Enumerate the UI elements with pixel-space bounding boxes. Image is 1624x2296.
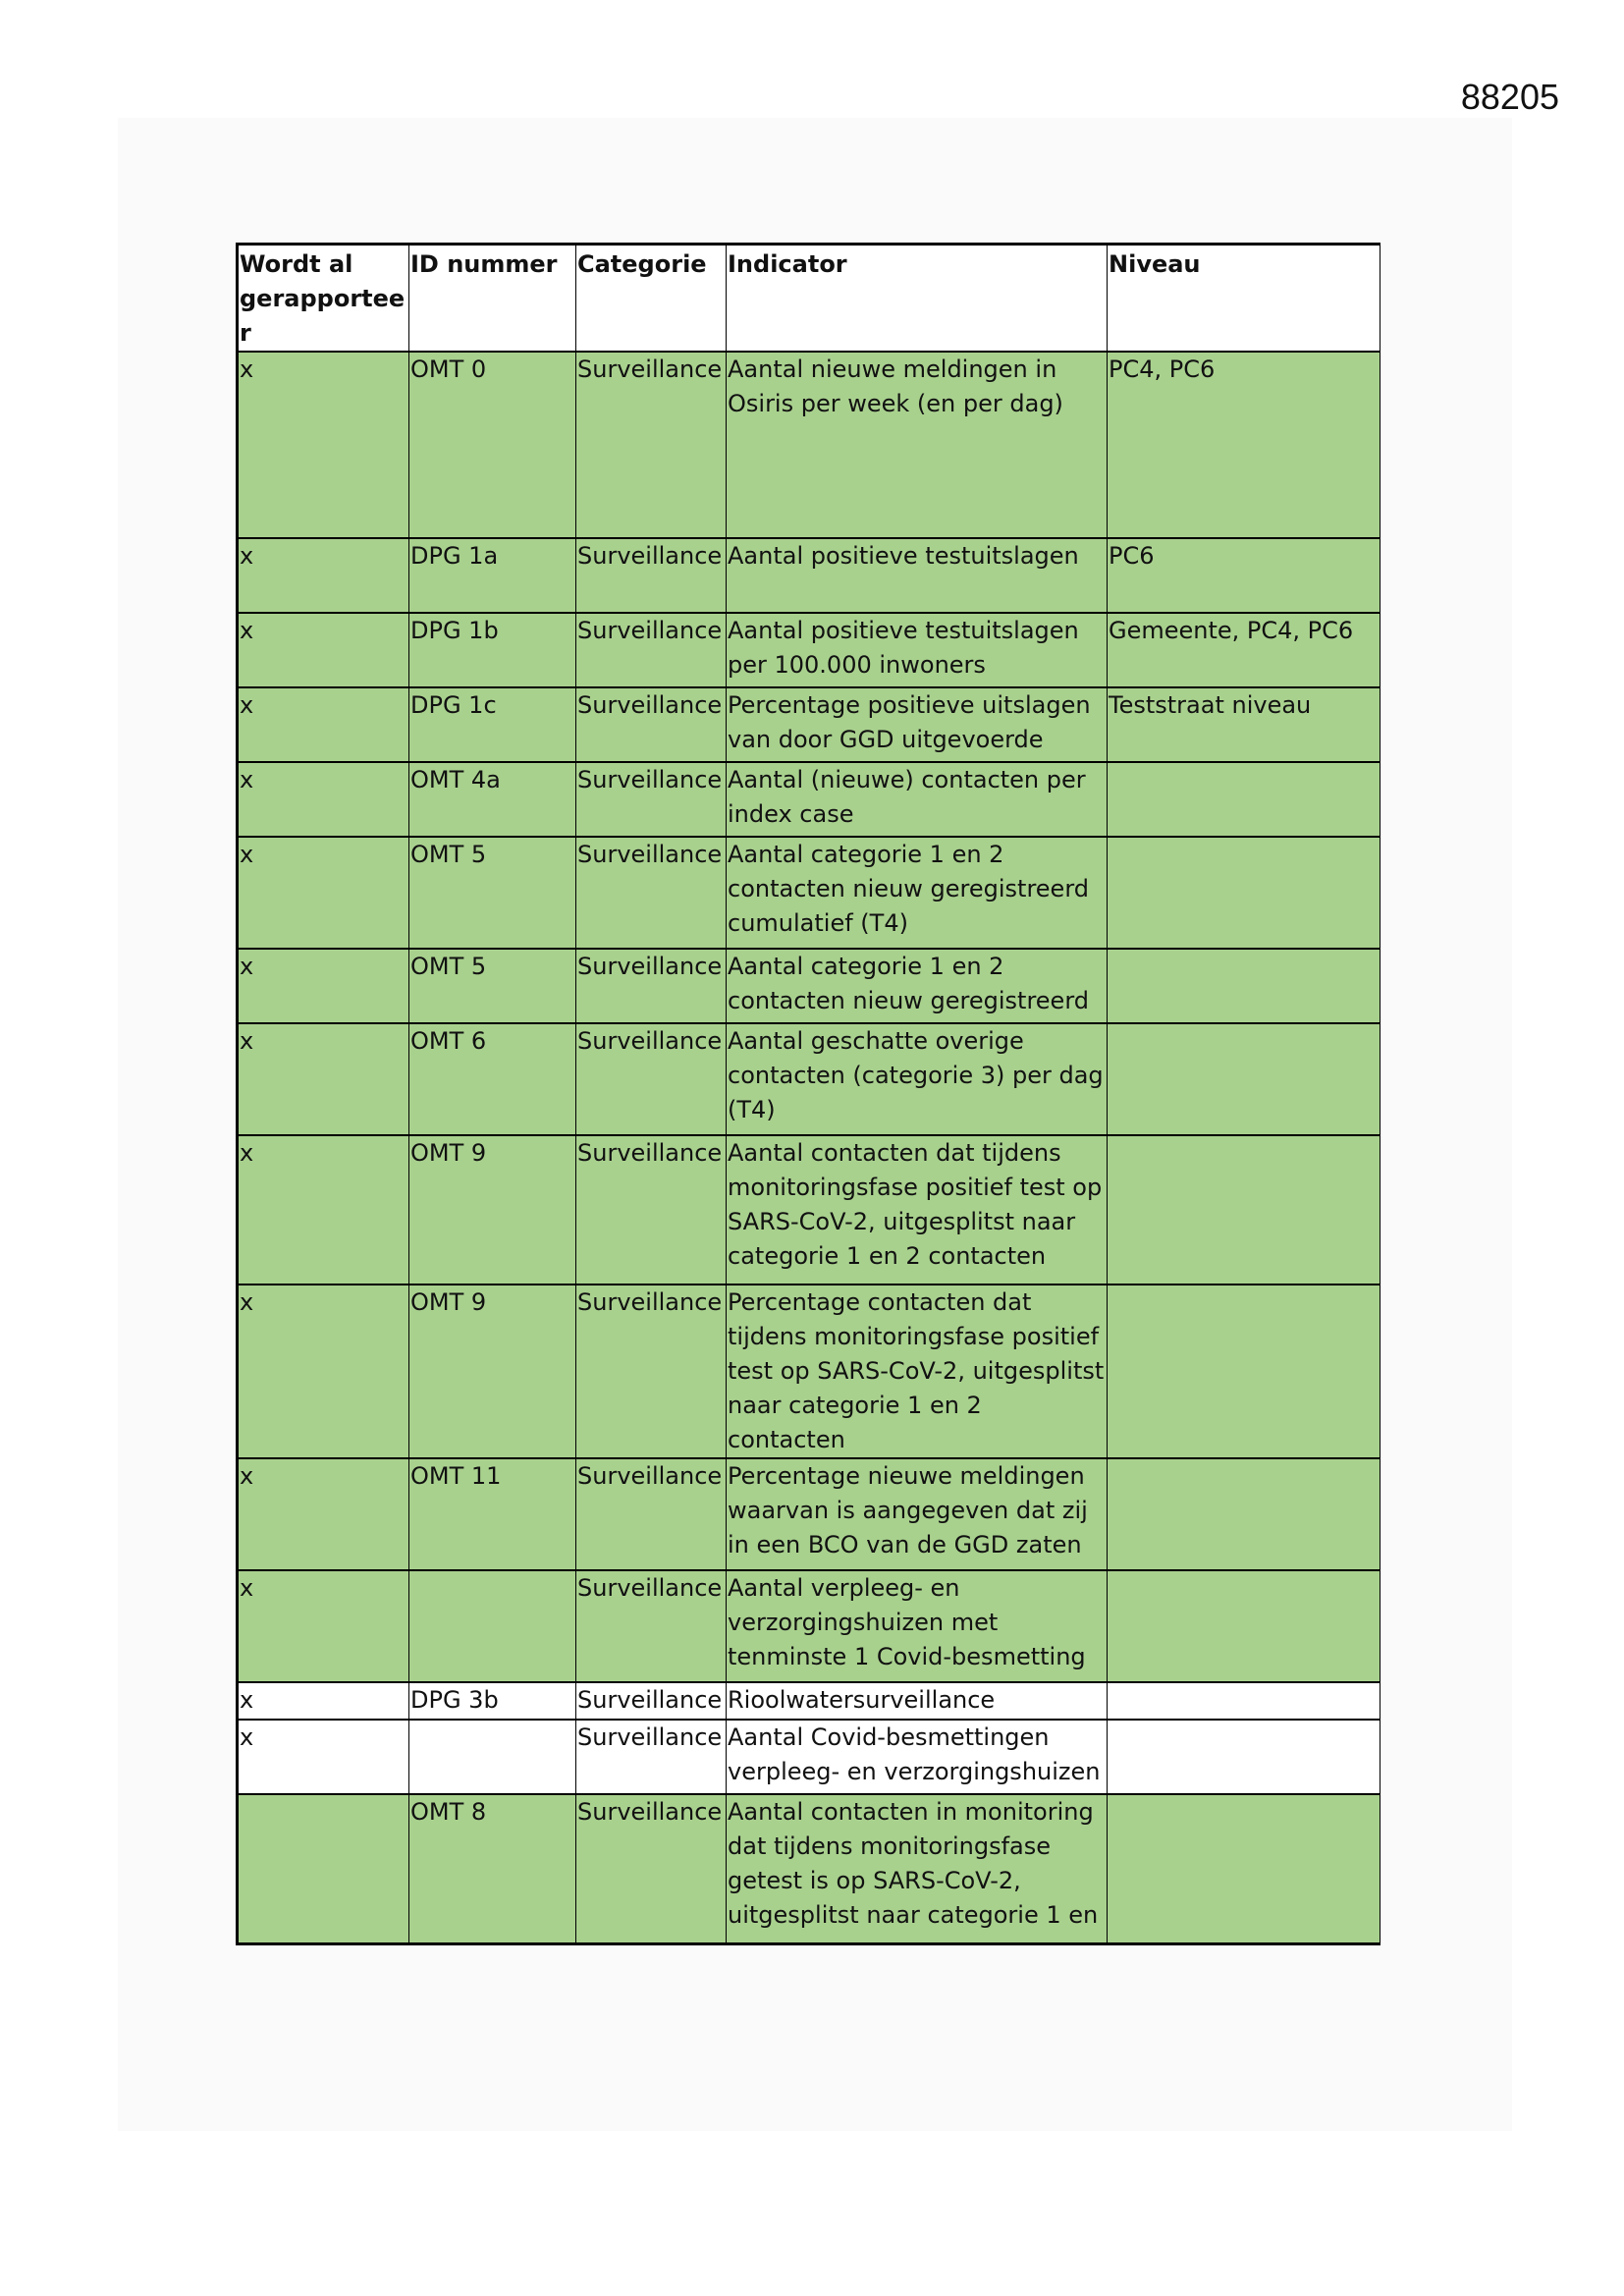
reported-cell: x <box>238 613 409 687</box>
level-cell <box>1108 1285 1380 1458</box>
category-cell: Surveillance <box>576 949 727 1023</box>
table-row <box>238 538 1380 613</box>
id-cell <box>409 1570 576 1682</box>
reported-cell: x <box>238 949 409 1023</box>
indicator-cell: Percentage contacten dat tijdens monitoringsfase positief test op SARS-CoV-2, uitgesplitst naar categorie 1 en 2 contacten <box>727 1285 1108 1458</box>
indicator-cell: Aantal geschatte overige contacten (categorie 3) per dag (T4) <box>727 1023 1108 1135</box>
reported-cell: x <box>238 687 409 762</box>
reported-cell: x <box>238 1458 409 1570</box>
table-row <box>238 1135 1380 1285</box>
table-row <box>238 1720 1380 1794</box>
category-cell: Surveillance <box>576 352 727 538</box>
reported-cell: x <box>238 1720 409 1794</box>
table-row <box>238 762 1380 837</box>
level-cell: Teststraat niveau <box>1108 687 1380 762</box>
level-cell <box>1108 1458 1380 1570</box>
category-cell: Surveillance <box>576 1023 727 1135</box>
indicator-cell: Aantal categorie 1 en 2 contacten nieuw geregistreerd cumulatief (T4) <box>727 837 1108 949</box>
level-cell: PC4, PC6 <box>1108 352 1380 538</box>
category-cell: Surveillance <box>576 1285 727 1458</box>
indicator-cell: Aantal positieve testuitslagen per 100.000 inwoners <box>727 613 1108 687</box>
reported-cell: x <box>238 1682 409 1720</box>
id-cell: OMT 5 <box>409 837 576 949</box>
id-cell: OMT 8 <box>409 1794 576 1944</box>
id-cell: DPG 3b <box>409 1682 576 1720</box>
id-cell: DPG 1c <box>409 687 576 762</box>
table-row <box>238 949 1380 1023</box>
category-cell: Surveillance <box>576 837 727 949</box>
table-row <box>238 352 1380 538</box>
category-cell: Surveillance <box>576 1682 727 1720</box>
indicator-cell: Aantal contacten dat tijdens monitoringsfase positief test op SARS-CoV-2, uitgesplitst naar categorie 1 en 2 contacten <box>727 1135 1108 1285</box>
level-cell <box>1108 1682 1380 1720</box>
indicator-cell: Aantal positieve testuitslagen <box>727 538 1108 613</box>
page-number: 88205 <box>1460 77 1559 117</box>
id-cell: OMT 11 <box>409 1458 576 1570</box>
category-cell: Surveillance <box>576 538 727 613</box>
category-cell: Surveillance <box>576 1720 727 1794</box>
table-row <box>238 1458 1380 1570</box>
id-cell: OMT 4a <box>409 762 576 837</box>
header-categorie: Categorie <box>576 245 727 353</box>
category-cell: Surveillance <box>576 1458 727 1570</box>
reported-cell: x <box>238 1135 409 1285</box>
level-cell <box>1108 949 1380 1023</box>
reported-cell: x <box>238 1285 409 1458</box>
id-cell: DPG 1a <box>409 538 576 613</box>
indicator-cell: Aantal contacten in monitoring dat tijdens monitoringsfase getest is op SARS-CoV-2, uitgesplitst naar categorie 1 en <box>727 1794 1108 1944</box>
table-body <box>238 352 1380 1944</box>
table-row <box>238 687 1380 762</box>
indicator-cell: Rioolwatersurveillance <box>727 1682 1108 1720</box>
reported-cell: x <box>238 1570 409 1682</box>
category-cell: Surveillance <box>576 613 727 687</box>
level-cell <box>1108 1135 1380 1285</box>
level-cell <box>1108 1570 1380 1682</box>
indicator-cell: Aantal verpleeg- en verzorgingshuizen met tenminste 1 Covid-besmetting <box>727 1570 1108 1682</box>
id-cell: OMT 0 <box>409 352 576 538</box>
level-cell <box>1108 762 1380 837</box>
id-cell <box>409 1720 576 1794</box>
indicator-cell: Aantal categorie 1 en 2 contacten nieuw geregistreerd <box>727 949 1108 1023</box>
level-cell <box>1108 1794 1380 1944</box>
reported-cell <box>238 1794 409 1944</box>
table-row <box>238 1570 1380 1682</box>
table-row <box>238 1682 1380 1720</box>
id-cell: OMT 9 <box>409 1135 576 1285</box>
category-cell: Surveillance <box>576 1135 727 1285</box>
reported-cell: x <box>238 538 409 613</box>
table-row <box>238 1285 1380 1458</box>
id-cell: OMT 5 <box>409 949 576 1023</box>
table-row <box>238 613 1380 687</box>
level-cell: Gemeente, PC4, PC6 <box>1108 613 1380 687</box>
reported-cell: x <box>238 1023 409 1135</box>
id-cell: OMT 9 <box>409 1285 576 1458</box>
header-row <box>238 245 1380 353</box>
indicator-cell: Percentage nieuwe meldingen waarvan is aangegeven dat zij in een BCO van de GGD zaten <box>727 1458 1108 1570</box>
header-niveau: Niveau <box>1108 245 1380 353</box>
category-cell: Surveillance <box>576 687 727 762</box>
reported-cell: x <box>238 352 409 538</box>
header-id-nummer: ID nummer <box>409 245 576 353</box>
level-cell <box>1108 1023 1380 1135</box>
table-row <box>238 1023 1380 1135</box>
header-wordt-al-gerapporteerd: Wordt al gerapporteer <box>238 245 409 353</box>
category-cell: Surveillance <box>576 1570 727 1682</box>
table-row <box>238 837 1380 949</box>
reported-cell: x <box>238 837 409 949</box>
header-indicator: Indicator <box>727 245 1108 353</box>
category-cell: Surveillance <box>576 762 727 837</box>
level-cell <box>1108 837 1380 949</box>
indicator-cell: Percentage positieve uitslagen van door GGD uitgevoerde <box>727 687 1108 762</box>
table-row <box>238 1794 1380 1944</box>
indicator-cell: Aantal Covid-besmettingen verpleeg- en verzorgingshuizen <box>727 1720 1108 1794</box>
id-cell: OMT 6 <box>409 1023 576 1135</box>
category-cell: Surveillance <box>576 1794 727 1944</box>
id-cell: DPG 1b <box>409 613 576 687</box>
indicator-table <box>236 243 1380 1945</box>
level-cell <box>1108 1720 1380 1794</box>
indicator-cell: Aantal (nieuwe) contacten per index case <box>727 762 1108 837</box>
indicator-cell: Aantal nieuwe meldingen in Osiris per week (en per dag) <box>727 352 1108 538</box>
level-cell: PC6 <box>1108 538 1380 613</box>
reported-cell: x <box>238 762 409 837</box>
